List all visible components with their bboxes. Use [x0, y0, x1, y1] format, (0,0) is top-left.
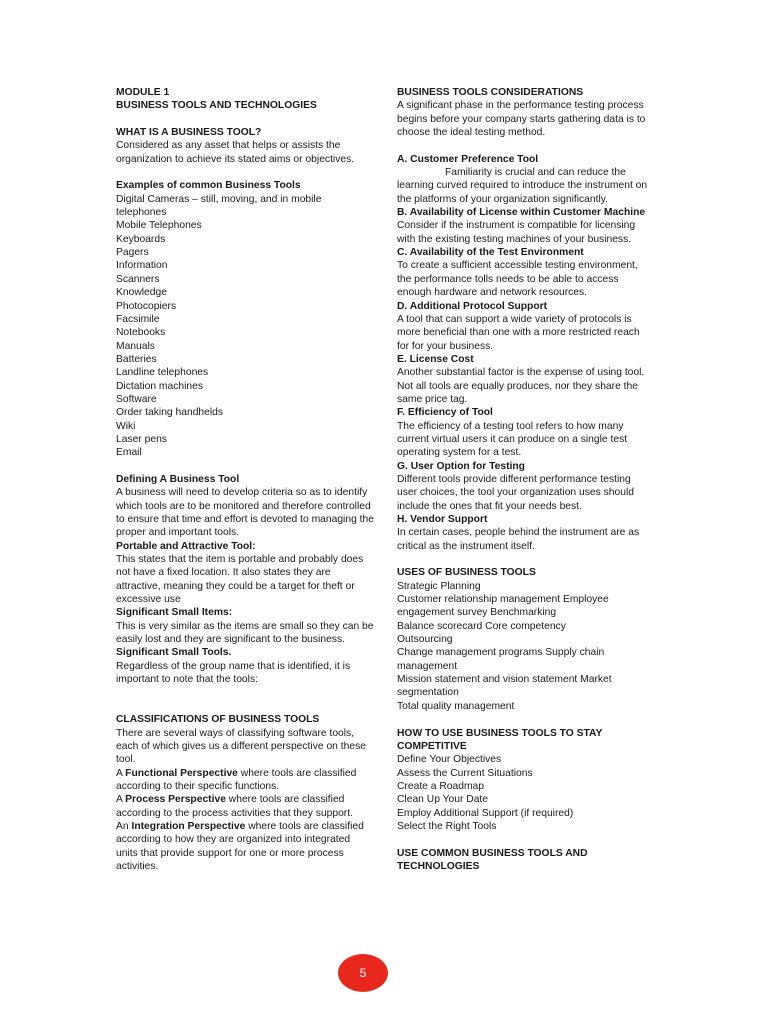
list-item: Select the Right Tools	[397, 820, 497, 832]
list-item: Facsimile	[116, 313, 160, 325]
list-item: Notebooks	[116, 327, 166, 339]
right-column	[397, 86, 653, 873]
considerations-heading: BUSINESS TOOLS CONSIDERATIONS	[397, 87, 584, 98]
consideration-a-heading: A. Customer Preference Tool	[397, 153, 539, 165]
portable-text: This states that the item is portable and probably does not have a fixed location. It also states they are attractive, meaning they could be a target for theft or excessive use	[116, 554, 364, 606]
classifications-intro: There are several ways of classifying software tools, each of which gives us a different perspective on these tool.	[116, 727, 366, 766]
list-item: Mobile Telephones	[116, 220, 202, 232]
list-item: Change management programs Supply chain management	[397, 647, 605, 672]
what-heading: WHAT IS A BUSINESS TOOL?	[116, 127, 262, 139]
list-item: Outsourcing	[397, 634, 453, 646]
classifications-heading: CLASSIFICATIONS OF BUSINESS TOOLS	[116, 714, 320, 726]
list-item: Laser pens	[116, 433, 167, 445]
consideration-b-heading: B. Availability of License within Customer Machine	[397, 207, 646, 219]
consideration-h-heading: H. Vendor Support	[397, 514, 488, 525]
list-item: Strategic Planning	[397, 580, 481, 592]
considerations-text: A significant phase in the performance testing process begins before your company starts gathering data is to choose the ideal testing method.	[397, 100, 646, 139]
list-item: Software	[116, 393, 157, 405]
list-item: Information	[116, 260, 168, 272]
consideration-h-text: In certain cases, people behind the instrument are as critical as the instrument itself.	[397, 527, 640, 552]
functional-perspective: A Functional Perspective where tools are classified according to their specific functions.	[116, 767, 357, 792]
defining-heading: Defining A Business Tool	[116, 473, 240, 485]
left-column	[116, 86, 374, 873]
list-item: Assess the Current Situations	[397, 767, 533, 779]
list-item: Photocopiers	[116, 300, 177, 312]
uses-list	[397, 580, 653, 713]
portable-heading: Portable and Attractive Tool:	[116, 540, 256, 552]
consideration-g-text: Different tools provide different performance testing user choices, the tool your organization uses should include the ones that fit your needs best.	[397, 473, 634, 512]
consideration-c-text: To create a sufficient accessible testing environment, the performance tolls needs to be able to access enough hardware and network resources.	[397, 260, 638, 299]
module-title: BUSINESS TOOLS AND TECHNOLOGIES	[116, 100, 317, 112]
consideration-e-heading: E. License Cost	[397, 353, 474, 365]
small-tools-heading: Significant Small Tools.	[116, 647, 232, 659]
small-items-heading: Significant Small Items:	[116, 607, 233, 619]
use-common-heading: USE COMMON BUSINESS TOOLS AND TECHNOLOGIES	[397, 847, 588, 872]
consideration-d-heading: D. Additional Protocol Support	[397, 300, 548, 312]
list-item: Dictation machines	[116, 380, 203, 392]
consideration-e-text: Another substantial factor is the expense of using tool. Not all tools are equally produces, nor they share the same price tag.	[397, 367, 645, 405]
consideration-a-text-first: Familiarity is crucial and can reduce the	[445, 167, 626, 179]
list-item: Customer relationship management Employee engagement survey Benchmarking	[397, 594, 609, 619]
consideration-g-heading: G. User Option for Testing	[397, 460, 525, 472]
consideration-c-heading: C. Availability of the Test Environment	[397, 247, 584, 259]
how-to-list	[397, 753, 653, 833]
integration-perspective: An Integration Perspective where tools are classified according to how they are organized into integrated units that provide support for one or more process activities.	[116, 820, 364, 872]
list-item: Balance scorecard Core competency	[397, 620, 566, 632]
examples-list	[116, 193, 374, 460]
list-item: Define Your Objectives	[397, 754, 502, 766]
list-item: Scanners	[116, 273, 160, 285]
process-perspective: A Process Perspective where tools are classified according to the process activities that they support.	[116, 794, 353, 819]
what-text: Considered as any asset that helps or assists the organization to achieve its stated aims or objectives.	[116, 140, 355, 165]
module-label: MODULE 1	[116, 87, 170, 98]
defining-text: A business will need to develop criteria so as to identify which tools are to be monitored and therefore controlled to ensure that time and effort is devoted to managing the proper and important tools.	[116, 487, 374, 539]
list-item: Email	[116, 447, 142, 459]
list-item: Batteries	[116, 353, 157, 365]
consideration-a-text: learning curved required to introduce the instrument on the platforms of your organization significantly.	[397, 180, 648, 205]
list-item: Employ Additional Support (if required)	[397, 807, 574, 819]
list-item: Create a Roadmap	[397, 780, 485, 792]
consideration-f-heading: F. Efficiency of Tool	[397, 407, 493, 419]
consideration-b-text: Consider if the instrument is compatible for licensing with the existing testing machines of your business.	[397, 220, 636, 245]
list-item: Clean Up Your Date	[397, 794, 489, 806]
list-item: Landline telephones	[116, 367, 209, 379]
list-item: Pagers	[116, 247, 149, 259]
list-item: Order taking handhelds	[116, 407, 224, 419]
page-number-badge: 5	[338, 954, 388, 992]
list-item: Total quality management	[397, 700, 515, 712]
list-item: Mission statement and vision statement Market segmentation	[397, 674, 612, 699]
small-tools-text: Regardless of the group name that is identified, it is important to note that the tools:	[116, 660, 351, 686]
consideration-d-text: A tool that can support a wide variety of protocols is more beneficial than one with a more restricted reach for for your business.	[397, 313, 640, 352]
small-items-text: This is very similar as the items are small so they can be easily lost and they are significant to the business.	[116, 620, 374, 646]
list-item: Knowledge	[116, 287, 167, 299]
list-item: Keyboards	[116, 233, 166, 245]
uses-heading: USES OF BUSINESS TOOLS	[397, 567, 536, 579]
list-item: Manuals	[116, 340, 155, 352]
list-item: Wiki	[116, 420, 136, 432]
how-to-heading: HOW TO USE BUSINESS TOOLS TO STAY COMPETITIVE	[397, 727, 603, 752]
examples-heading: Examples of common Business Tools	[116, 180, 301, 192]
list-item: Digital Cameras – still, moving, and in mobile telephones	[116, 193, 322, 219]
consideration-f-text: The efficiency of a testing tool refers to how many current virtual users it can produce on a single test operating system for a test.	[397, 420, 628, 459]
